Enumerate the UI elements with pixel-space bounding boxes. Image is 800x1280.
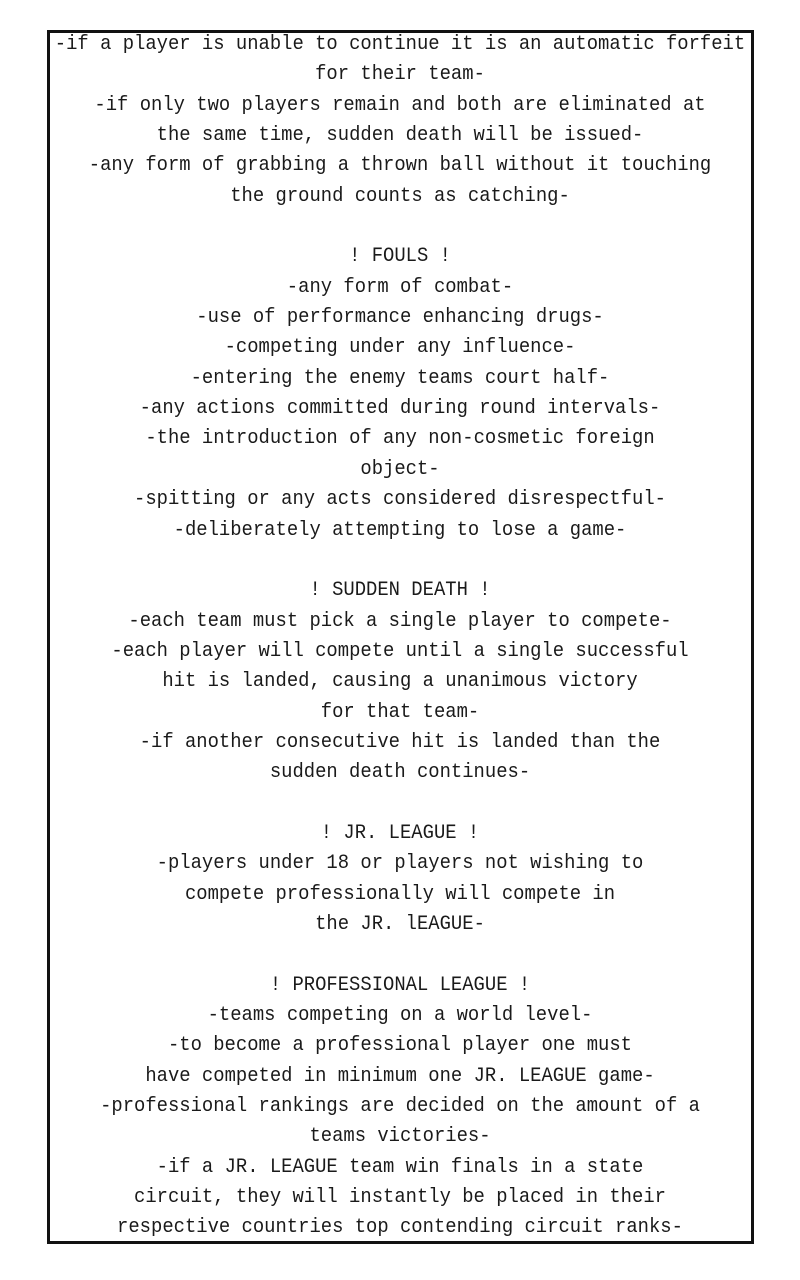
section-general-rules — [32, 30, 768, 212]
rule-line: hit is landed, causing a unanimous victory — [162, 670, 638, 694]
rule-line: -entering the enemy teams court half- — [190, 366, 610, 390]
section-fouls — [32, 242, 768, 545]
rule-line: -professional rankings are decided on the amount of a — [100, 1095, 700, 1119]
rule-line: -if another consecutive hit is landed than the — [139, 730, 661, 754]
rule-line: -any form of combat- — [286, 275, 514, 299]
spacer — [32, 212, 768, 242]
rule-line: -to become a professional player one must — [167, 1034, 633, 1058]
rule-line: -the introduction of any non-cosmetic foreign — [145, 427, 655, 451]
rule-line: respective countries top contending circuit ranks- — [117, 1216, 683, 1240]
section-heading-professional-league: ! PROFESSIONAL LEAGUE ! — [269, 973, 531, 997]
rule-line: for their team- — [315, 63, 485, 87]
rule-line: -each team must pick a single player to compete- — [128, 609, 672, 633]
section-professional-league — [32, 971, 768, 1244]
rule-line: -any actions committed during round intervals- — [139, 397, 661, 421]
section-heading-jr-league: ! JR. LEAGUE ! — [320, 821, 480, 845]
rule-line: -if only two players remain and both are eliminated at — [94, 93, 706, 117]
rule-line: -use of performance enhancing drugs- — [196, 306, 604, 330]
spacer — [32, 546, 768, 576]
section-heading-sudden-death: ! SUDDEN DEATH ! — [309, 579, 491, 603]
rule-line: the same time, sudden death will be issued- — [156, 124, 644, 148]
rules-document — [32, 0, 768, 1244]
rule-line: -teams competing on a world level- — [207, 1004, 593, 1027]
rule-line: object- — [360, 457, 440, 481]
rule-line: teams victories- — [309, 1125, 491, 1149]
rule-line: -each player will compete until a single successful — [111, 639, 689, 663]
rule-line: -if a player is unable to continue it is an automatic forfeit — [54, 33, 746, 56]
section-heading-fouls: ! FOULS ! — [349, 245, 451, 269]
rule-line: -competing under any influence- — [224, 336, 576, 360]
rule-line: circuit, they will instantly be placed in their — [134, 1186, 666, 1210]
rule-line: sudden death continues- — [269, 761, 531, 785]
rule-line: have competed in minimum one JR. LEAGUE game- — [145, 1064, 655, 1088]
rule-line: the JR. lEAGUE- — [315, 912, 485, 936]
spacer — [32, 940, 768, 970]
section-jr-league — [32, 819, 768, 940]
rule-line: the ground counts as catching- — [230, 184, 570, 208]
rule-line: -if a JR. LEAGUE team win finals in a state — [156, 1155, 644, 1179]
rule-line: -spitting or any acts considered disrespectful- — [134, 488, 666, 512]
rule-line: compete professionally will compete in — [184, 882, 616, 906]
rule-line: for that team- — [320, 700, 480, 724]
rule-line: -deliberately attempting to lose a game- — [173, 518, 627, 542]
rule-line: -any form of grabbing a thrown ball without it touching — [88, 154, 712, 178]
spacer — [32, 789, 768, 819]
section-sudden-death — [32, 576, 768, 788]
rule-line: -players under 18 or players not wishing to — [156, 852, 644, 876]
